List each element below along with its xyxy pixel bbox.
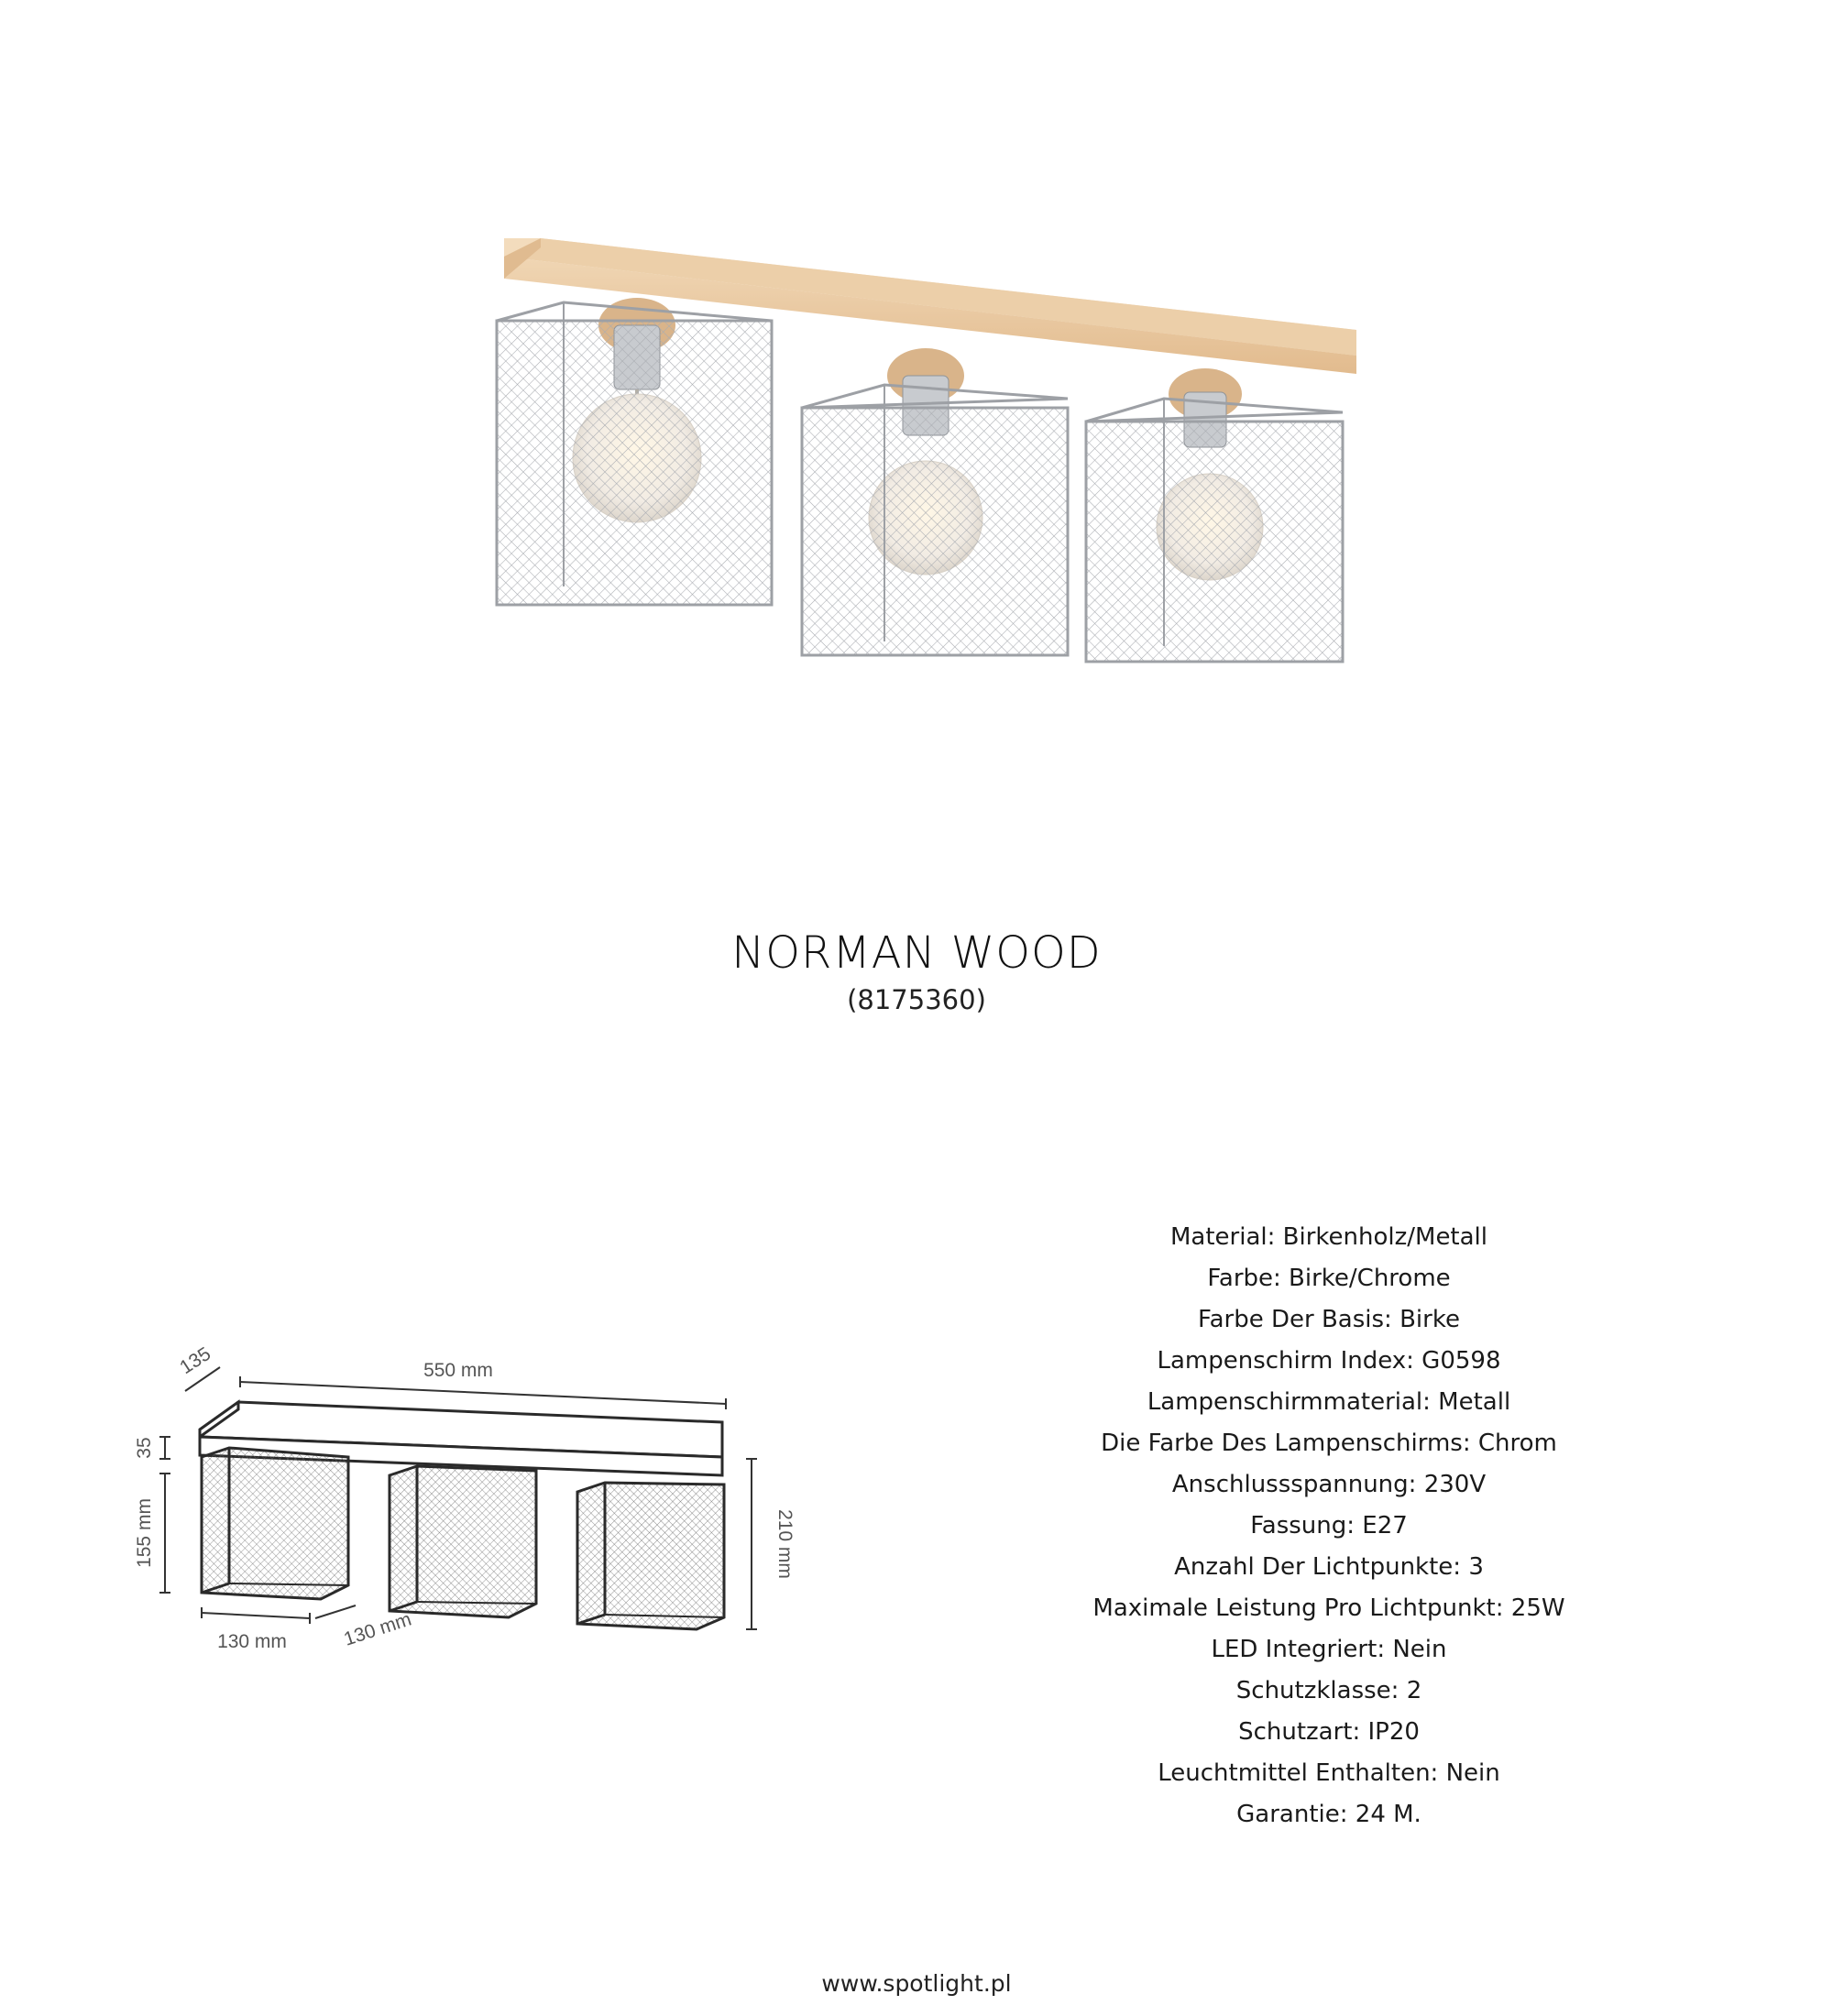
- spec-shade-material: Lampenschirmmaterial: Metall: [1147, 1388, 1511, 1416]
- dimension-shade-width: 130 mm: [217, 1631, 287, 1652]
- spec-max-power: Maximale Leistung Pro Lichtpunkt: 25W: [1092, 1594, 1565, 1622]
- technical-drawing: [128, 1338, 807, 1704]
- dimension-shade-depth: 130 mm: [341, 1608, 414, 1650]
- drawing-outline: [200, 1402, 724, 1629]
- spec-color: Farbe: Birke/Chrome: [1207, 1265, 1451, 1292]
- spec-led-integrated: LED Integriert: Nein: [1211, 1636, 1447, 1663]
- spec-warranty: Garantie: 24 M.: [1236, 1801, 1421, 1828]
- lamp-shade-2: [802, 348, 1068, 655]
- spec-shade-index: Lampenschirm Index: G0598: [1157, 1347, 1501, 1375]
- lamp-shade-1: [497, 298, 772, 605]
- dimension-shade-height: 155 mm: [134, 1498, 155, 1568]
- spec-shade-color: Die Farbe Des Lampenschirms: Chrom: [1101, 1430, 1557, 1457]
- dimension-depth: 135: [176, 1342, 215, 1379]
- lamp-shade-3: [1086, 368, 1343, 662]
- spec-protection-class: Schutzklasse: 2: [1235, 1677, 1422, 1704]
- product-code: (8175360): [847, 984, 986, 1015]
- spec-base-color: Farbe Der Basis: Birke: [1198, 1306, 1460, 1333]
- spec-light-points: Anzahl Der Lichtpunkte: 3: [1174, 1553, 1484, 1581]
- spec-bulbs-included: Leuchtmittel Enthalten: Nein: [1158, 1759, 1500, 1787]
- spec-material: Material: Birkenholz/Metall: [1169, 1223, 1488, 1251]
- specification-list: [1008, 1217, 1650, 1835]
- dimension-total-height: 210 mm: [774, 1509, 796, 1579]
- spec-socket: Fassung: E27: [1250, 1512, 1408, 1539]
- dimension-base-height: 35: [134, 1437, 155, 1459]
- product-photo: [477, 238, 1375, 678]
- dimension-length: 550 mm: [423, 1360, 493, 1381]
- spec-ip-rating: Schutzart: IP20: [1238, 1718, 1420, 1746]
- product-name: NORMAN WOOD: [731, 927, 1102, 979]
- spec-voltage: Anschlussspannung: 230V: [1171, 1471, 1487, 1498]
- website-link[interactable]: www.spotlight.pl: [821, 1970, 1012, 1997]
